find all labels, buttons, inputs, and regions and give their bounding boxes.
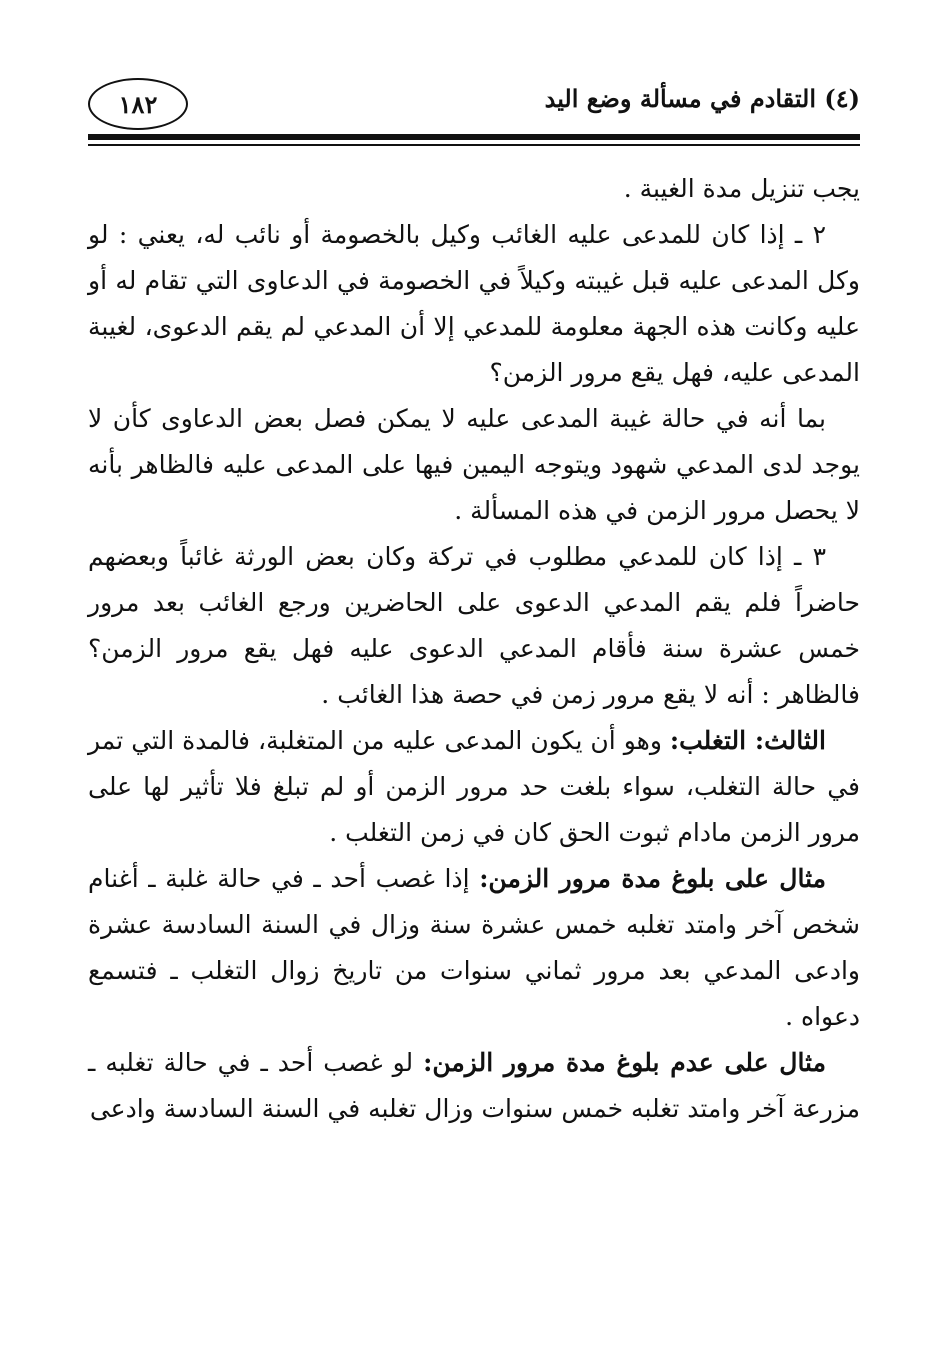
running-title: (٤) التقادم في مسألة وضع اليد: [544, 84, 860, 113]
paragraph-lead: مثال على عدم بلوغ مدة مرور الزمن:: [423, 1048, 826, 1077]
paragraph-text: لو غصب أحد ـ في حالة تغلبه ـ مزرعة آخر وامتد تغلبه خمس سنوات وزال تغلبه في السنة السادسة وادعى: [88, 1048, 860, 1123]
paragraph-4: [88, 534, 860, 718]
paragraph-lead: مثال على بلوغ مدة مرور الزمن:: [479, 864, 827, 893]
paragraph-6: [88, 856, 860, 1040]
paragraph-text: وهو أن يكون المدعى عليه من المتغلبة، فالمدة التي تمر في حالة التغلب، سواء بلغت حد مرور الزمن أو لم تبلغ فلا تأثير لها على مرور الزمن مادام ثبوت الحق كان في زمن التغلب .: [88, 726, 860, 847]
paragraph-3: [88, 396, 860, 534]
paragraph-text: إذا غصب أحد ـ في حالة غلبة ـ أغنام شخص آخر وامتد تغلبه خمس عشرة سنة وزال في السنة السادسة عشرة وادعى المدعي بعد مرور ثماني سنوات من تاريخ زوال التغلب ـ فتسمع دعواه .: [88, 864, 860, 1031]
paragraph-text: ٢ ـ إذا كان للمدعى عليه الغائب وكيل بالخصومة أو نائب له، يعني : لو وكل المدعى عليه قبل غيبته وكيلاً في الخصومة في الدعاوى التي تقام له أو عليه وكانت هذه الجهة معلومة للمدعي إلا أن المدعي لم يقم الدعوى، لغيبة المدعى عليه، فهل يقع مرور الزمن؟: [88, 220, 860, 387]
page-header: [88, 78, 860, 150]
paragraph-5: [88, 718, 860, 856]
body-text: [88, 166, 860, 1132]
paragraph-text: يجب تنزيل مدة الغيبة .: [623, 174, 860, 203]
paragraph-1: [88, 166, 860, 212]
paragraph-lead: الثالث: التغلب:: [669, 726, 826, 755]
paragraph-text: ٣ ـ إذا كان للمدعي مطلوب في تركة وكان بعض الورثة غائباً وبعضهم حاضراً فلم يقم المدعي الدعوى على الحاضرين ورجع الغائب بعد مرور خمس عشرة سنة فأقام المدعي الدعوى عليه فهل يقع مرور الزمن؟ فالظاهر : أنه لا يقع مرور زمن في حصة هذا الغائب .: [88, 542, 860, 709]
paragraph-7: [88, 1040, 860, 1132]
header-rule-thin: [88, 144, 860, 146]
paragraph-2: [88, 212, 860, 396]
page-number: ١٨٢: [88, 78, 188, 130]
header-rule-thick: [88, 134, 860, 140]
paragraph-text: بما أنه في حالة غيبة المدعى عليه لا يمكن فصل بعض الدعاوى كأن لا يوجد لدى المدعي شهود ويتوجه اليمين فيها على المدعى عليه فالظاهر بأنه لا يحصل مرور الزمن في هذه المسألة .: [88, 404, 860, 525]
